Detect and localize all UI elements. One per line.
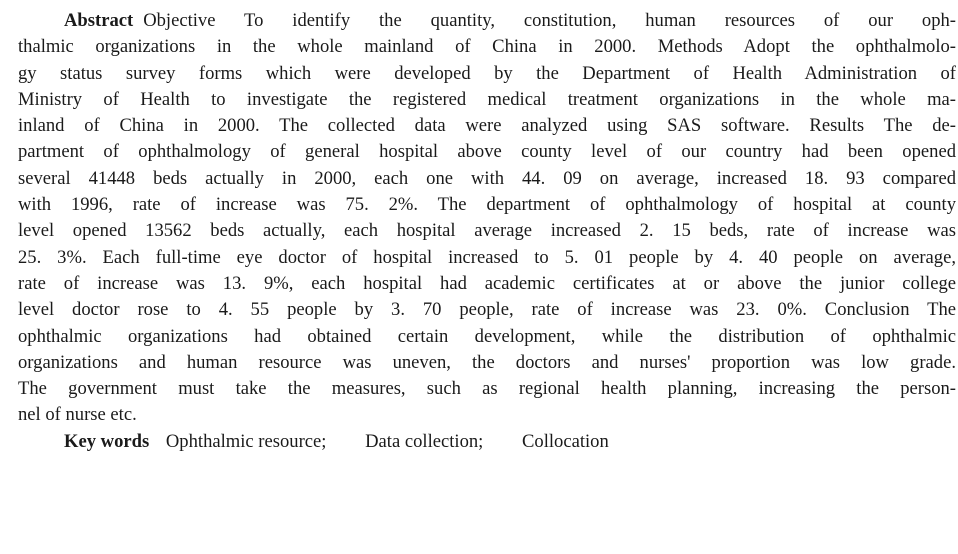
abstract-text: Objective To identify the quantity, constitution, human resources of our oph- [143, 10, 956, 31]
keyword-item: Ophthalmic resource; [165, 430, 327, 452]
abstract-line-2: thalmic organizations in the whole mainland of China in 2000. Methods Adopt the ophthalmolo- [18, 36, 956, 58]
abstract-line-8: with 1996, rate of increase was 75. 2%. The department of ophthalmology of hospital at county [18, 194, 956, 216]
abstract-line-9: level opened 13562 beds actually, each hospital average increased 2. 15 beds, rate of increase was [18, 220, 956, 242]
abstract-line-1 [18, 8, 956, 34]
abstract-line-15: The government must take the measures, such as regional health planning, increasing the person- [18, 378, 956, 400]
keywords-line [18, 429, 956, 455]
keywords-label: Key words [64, 430, 150, 452]
abstract-line-13: ophthalmic organizations had obtained certain development, while the distribution of ophthalmic [18, 325, 956, 347]
abstract-line-4: Ministry of Health to investigate the registered medical treatment organizations in the whole ma- [18, 88, 956, 110]
abstract-line-7: several 41448 beds actually in 2000, each one with 44. 09 on average, increased 18. 93 compared [18, 167, 956, 189]
abstract-label: Abstract [64, 10, 134, 31]
abstract-line-16: nel of nurse etc. [18, 404, 137, 426]
abstract-line-14: organizations and human resource was uneven, the doctors and nurses' proportion was low grade. [18, 351, 956, 373]
abstract-line-11: rate of increase was 13. 9%, each hospital had academic certificates at or above the junior college [18, 272, 956, 294]
abstract-line-10: 25. 3%. Each full-time eye doctor of hospital increased to 5. 01 people by 4. 40 people on average, [18, 246, 956, 268]
abstract-page [18, 8, 956, 455]
abstract-line-6: partment of ophthalmology of general hospital above county level of our country had been opened [18, 141, 956, 163]
abstract-line-3: gy status survey forms which were developed by the Department of Health Administration of [18, 62, 956, 84]
keyword-item: Collocation [522, 430, 609, 452]
keyword-item: Data collection; [365, 430, 484, 452]
abstract-line-12: level doctor rose to 4. 55 people by 3. 70 people, rate of increase was 23. 0%. Conclusion The [18, 299, 956, 321]
abstract-line-5: inland of China in 2000. The collected data were analyzed using SAS software. Results The de- [18, 115, 956, 137]
